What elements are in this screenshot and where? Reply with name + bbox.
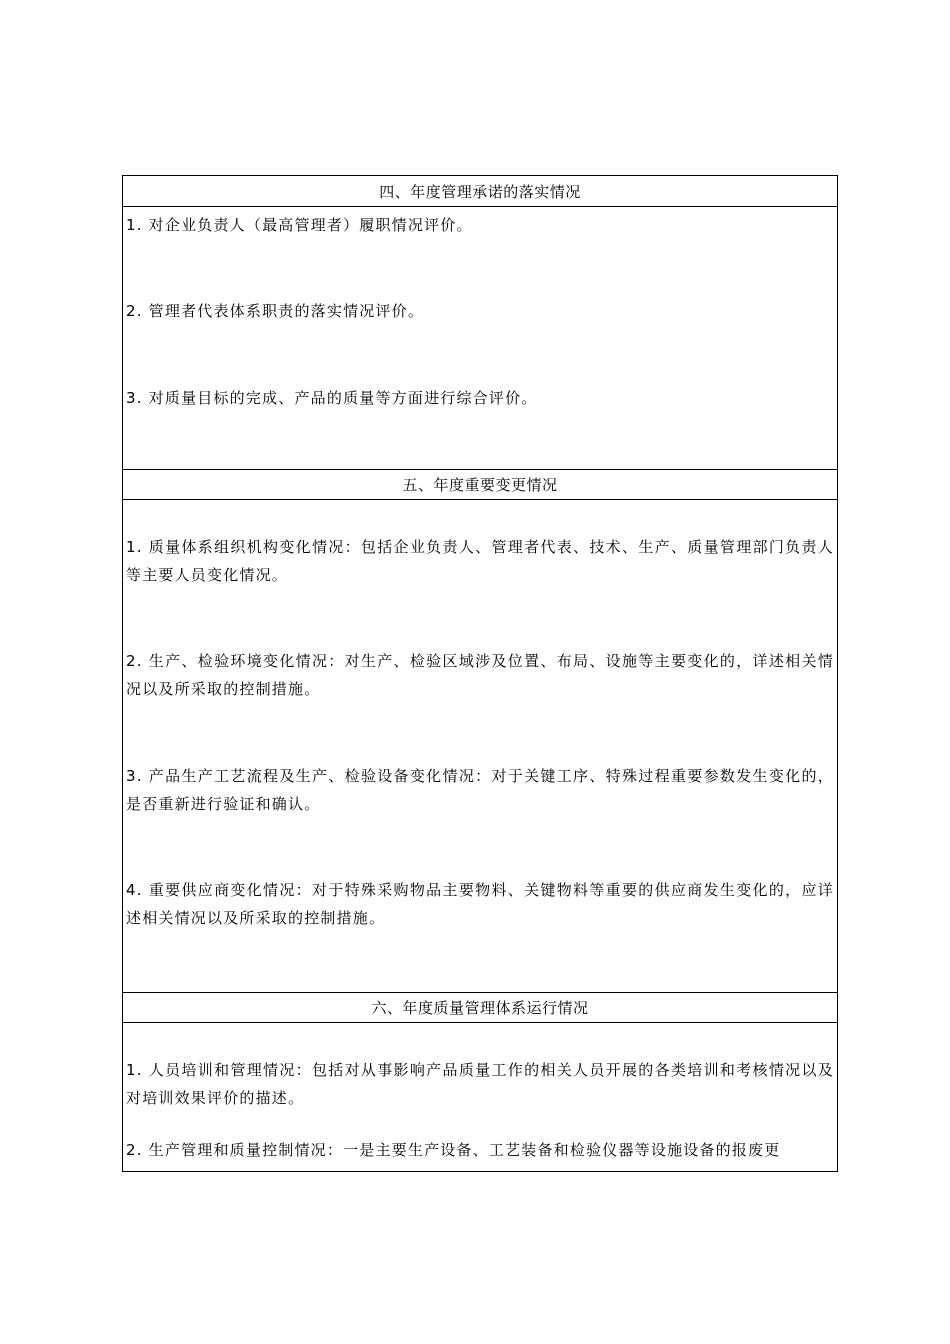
section-6-item-2: 2. 生产管理和质量控制情况：一是主要生产设备、工艺装备和检验仪器等设施设备的报废更 bbox=[126, 1141, 781, 1159]
section-6-item-1: 1. 人员培训和管理情况：包括对从事影响产品质量工作的相关人员开展的各类培训和考核情况以及对培训效果评价的描述。 bbox=[126, 1061, 834, 1107]
section-4-header bbox=[123, 176, 837, 207]
section-5-item-3: 3. 产品生产工艺流程及生产、检验设备变化情况：对于关键工序、特殊过程重要参数发生变化的，是否重新进行验证和确认。 bbox=[126, 767, 834, 813]
section-4-item-3: 3. 对质量目标的完成、产品的质量等方面进行综合评价。 bbox=[126, 389, 538, 407]
section-6-header bbox=[123, 992, 837, 1023]
section-5-body bbox=[123, 500, 837, 992]
report-table bbox=[122, 175, 838, 1172]
section-4-body bbox=[123, 207, 837, 469]
section-5-item-1: 1. 质量体系组织机构变化情况：包括企业负责人、管理者代表、技术、生产、质量管理部门负责人等主要人员变化情况。 bbox=[126, 538, 834, 584]
section-6-title: 六、年度质量管理体系运行情况 bbox=[371, 999, 589, 1017]
section-4-item-1: 1. 对企业负责人（最高管理者）履职情况评价。 bbox=[126, 216, 473, 234]
section-4-item-2: 2. 管理者代表体系职责的落实情况评价。 bbox=[126, 302, 425, 320]
section-5-header bbox=[123, 469, 837, 500]
section-5-title: 五、年度重要变更情况 bbox=[402, 476, 558, 494]
section-6-body bbox=[123, 1023, 837, 1171]
section-5-item-2: 2. 生产、检验环境变化情况：对生产、检验区域涉及位置、布局、设施等主要变化的，详述相关情况以及所采取的控制措施。 bbox=[126, 652, 834, 698]
section-4-title: 四、年度管理承诺的落实情况 bbox=[379, 182, 581, 201]
section-5-item-4: 4. 重要供应商变化情况：对于特殊采购物品主要物料、关键物料等重要的供应商发生变化的，应详述相关情况以及所采取的控制措施。 bbox=[126, 881, 834, 927]
